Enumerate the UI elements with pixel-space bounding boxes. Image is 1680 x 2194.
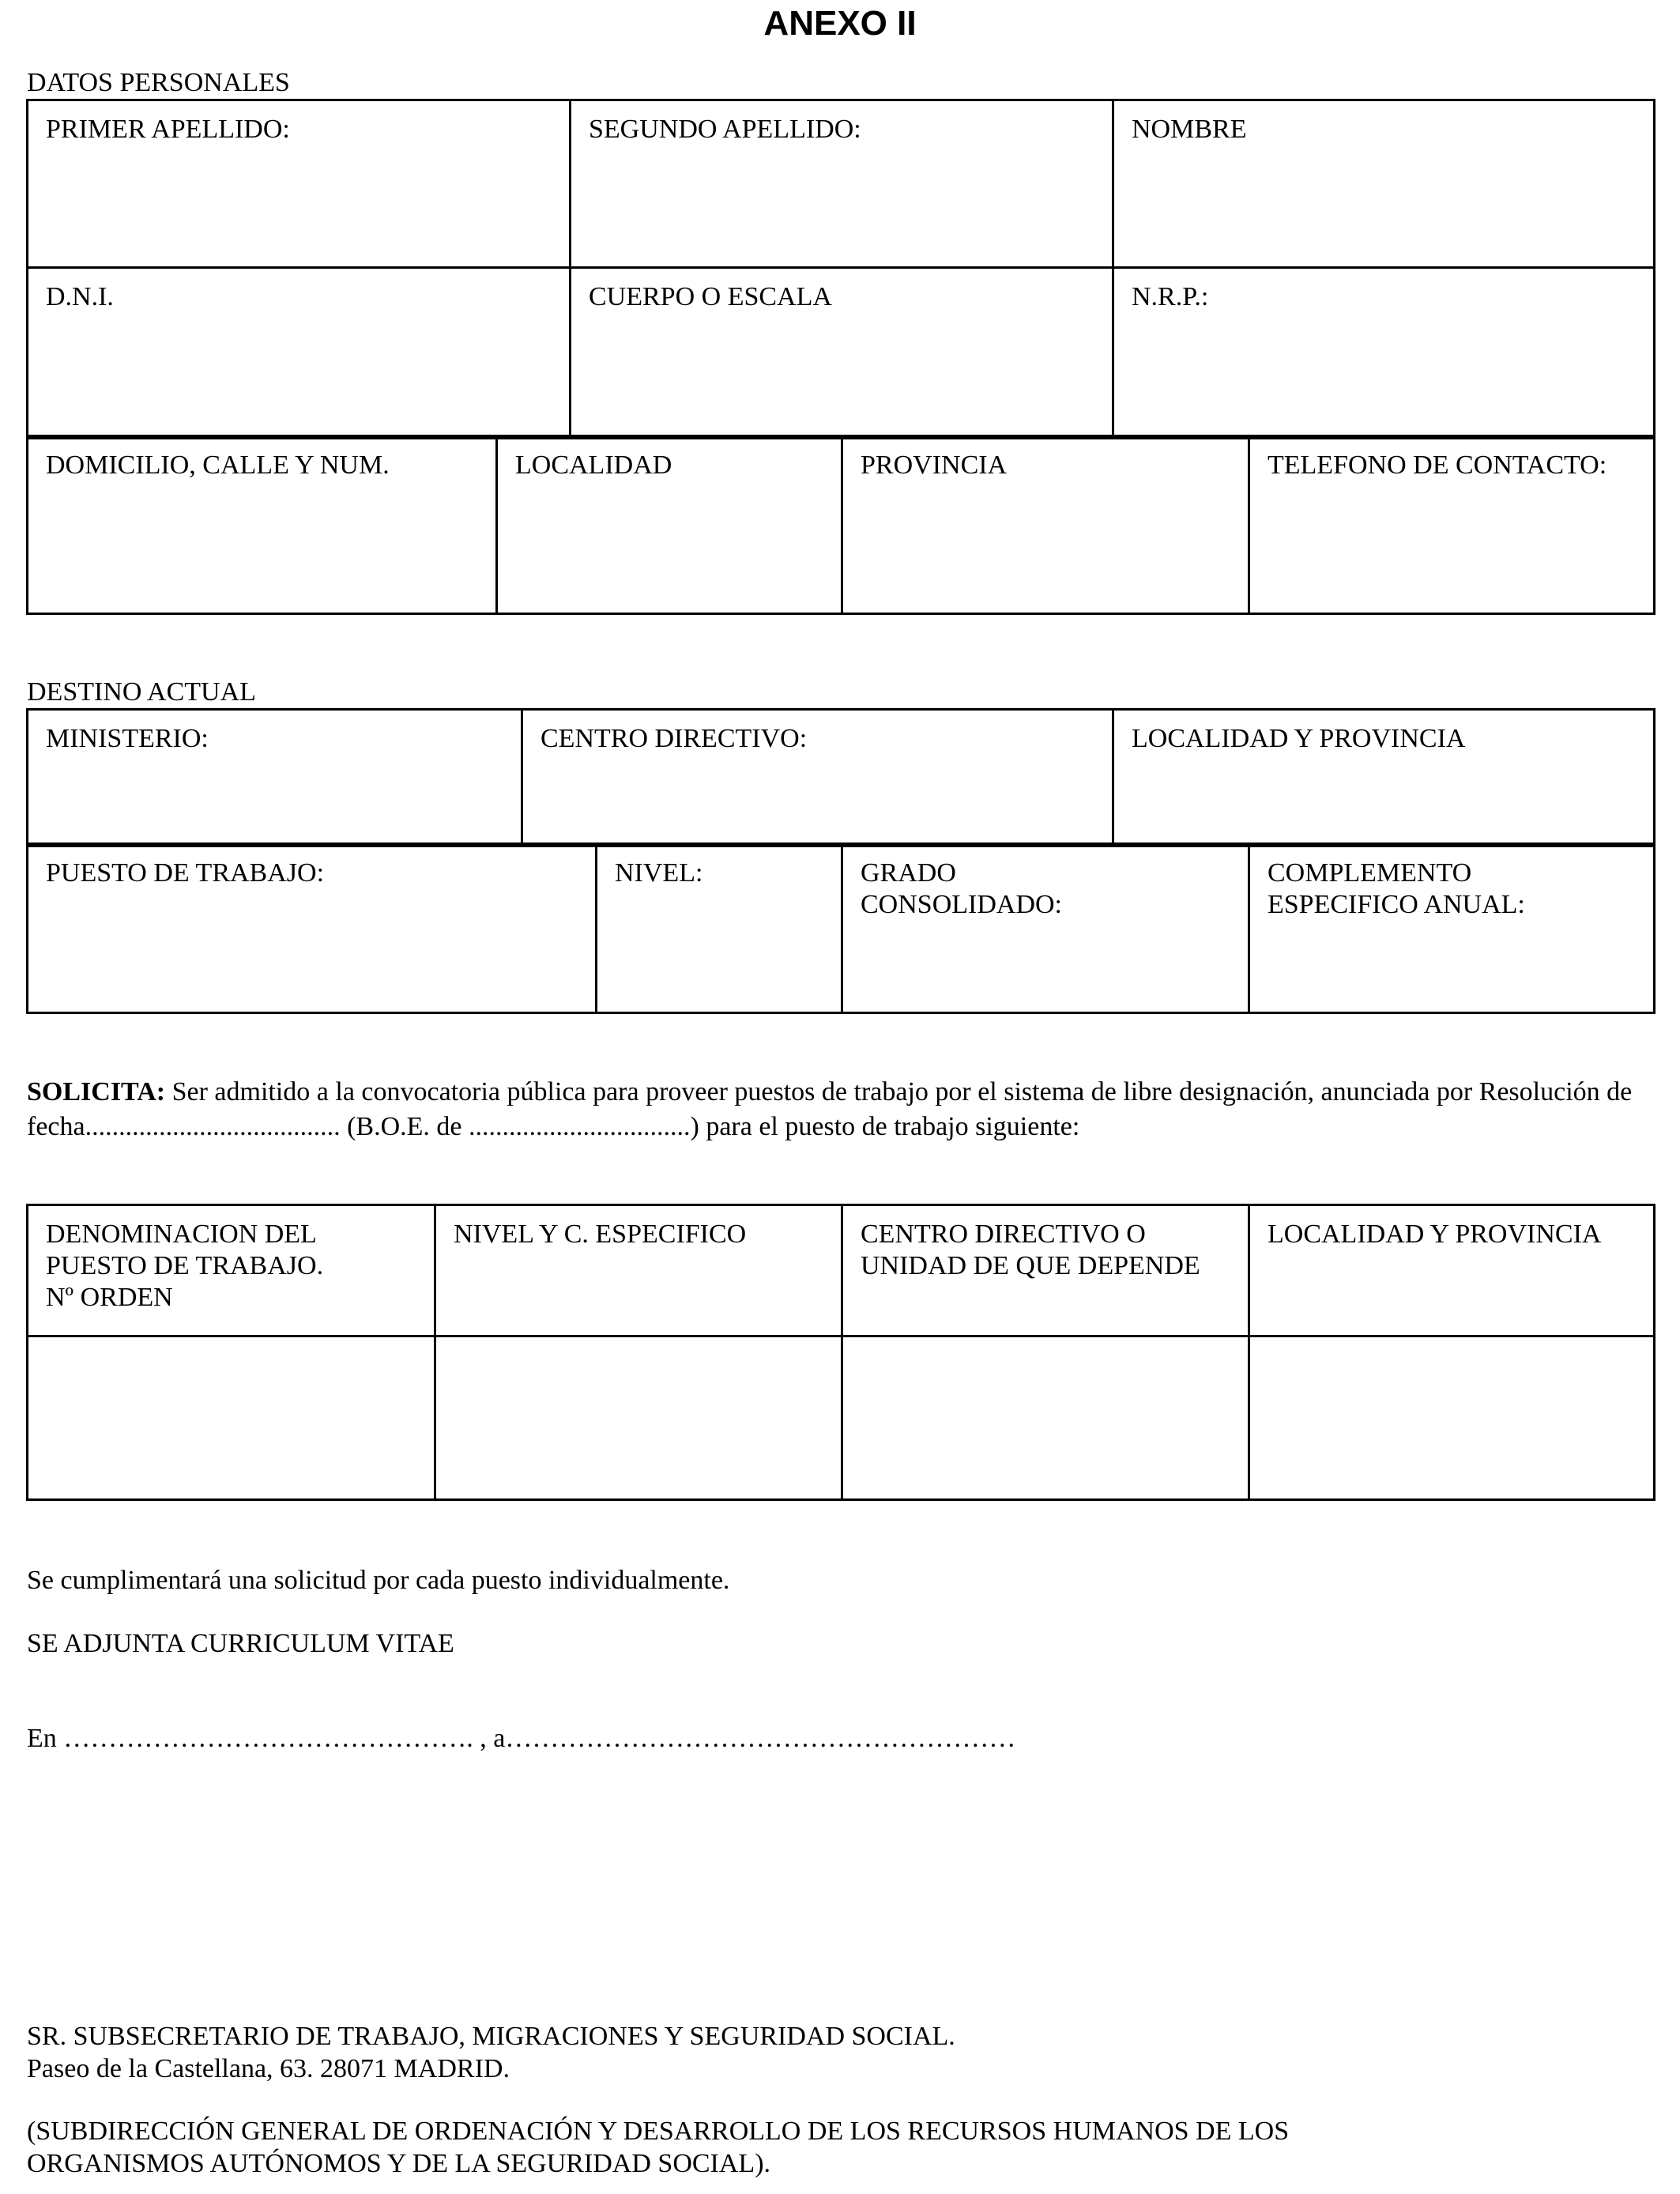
solicita-paragraph [27,1075,1663,1144]
grado-consolidado-field[interactable] [842,844,1249,1013]
nivel-especifico-input-cell[interactable] [435,1336,842,1500]
cuerpo-escala-field[interactable] [571,268,1113,439]
provincia-field[interactable] [842,436,1249,614]
field-label: COMPLEMENTO ESPECIFICO ANUAL: [1268,858,1525,919]
one-request-per-post-note: Se cumplimentará una solicitud por cada puesto individualmente. [27,1566,730,1595]
field-label: PRIMER APELLIDO: [46,115,290,144]
nrp-field[interactable] [1113,268,1655,439]
table-row [28,844,1655,1013]
field-label: PROVINCIA [861,450,1008,480]
complemento-especifico-field[interactable] [1249,844,1655,1013]
nivel-field[interactable] [597,844,842,1013]
dni-field[interactable] [28,268,571,439]
domicilio-field[interactable] [28,436,497,614]
puesto-trabajo-field[interactable] [28,844,597,1013]
table-row [28,268,1655,439]
centro-directivo-field[interactable] [522,710,1113,846]
nivel-especifico-header: NIVEL Y C. ESPECIFICO [435,1205,842,1336]
place-date-line[interactable]: En ………………………………………. , a………………………………………………… [27,1724,1016,1753]
localidad-field[interactable] [497,436,842,614]
denominacion-input-cell[interactable] [28,1336,435,1500]
puesto-solicitado-table [26,1204,1656,1501]
solicita-label: SOLICITA: [27,1077,166,1106]
ministerio-field[interactable] [28,710,522,846]
addressee-line-3: (SUBDIRECCIÓN GENERAL DE ORDENACIÓN Y DESARROLLO DE LOS RECURSOS HUMANOS DE LOS [27,2117,1290,2146]
table-row [28,100,1655,268]
section-heading-datos-personales: DATOS PERSONALES [27,68,290,97]
addressee-line-1: SR. SUBSECRETARIO DE TRABAJO, MIGRACIONES Y SEGURIDAD SOCIAL. [27,2022,955,2051]
field-label: GRADO CONSOLIDADO: [861,858,1062,919]
field-label: LOCALIDAD [515,450,672,480]
field-label: NOMBRE [1132,115,1247,144]
field-label: DOMICILIO, CALLE Y NUM. [46,450,390,480]
solicita-text: Ser admitido a la convocatoria pública para proveer puestos de trabajo por el sistema de libre designación, anunciada por Resolución de fecha...................................... (B.O.E. de .................................) para el puesto de trabajo siguiente: [27,1077,1633,1141]
table-row [28,710,1655,846]
page-title: ANEXO II [763,4,917,43]
field-label: N.R.P.: [1132,282,1209,311]
localidad-provincia-header: LOCALIDAD Y PROVINCIA [1249,1205,1655,1336]
section-heading-destino-actual: DESTINO ACTUAL [27,677,256,707]
table-row [28,1336,1655,1500]
field-label: MINISTERIO: [46,724,209,753]
destino-table-b [26,843,1656,1014]
personal-data-table-b [26,435,1656,615]
field-label: SEGUNDO APELLIDO: [589,115,861,144]
segundo-apellido-field[interactable] [571,100,1113,268]
primer-apellido-field[interactable] [28,100,571,268]
field-label: NIVEL: [615,858,703,888]
centro-directivo-input-cell[interactable] [842,1336,1249,1500]
addressee-line-4: ORGANISMOS AUTÓNOMOS Y DE LA SEGURIDAD SOCIAL). [27,2149,771,2178]
field-label: PUESTO DE TRABAJO: [46,858,325,888]
telefono-field[interactable] [1249,436,1655,614]
addressee-line-2: Paseo de la Castellana, 63. 28071 MADRID. [27,2054,510,2083]
table-row [28,1205,1655,1336]
centro-directivo-header: CENTRO DIRECTIVO O UNIDAD DE QUE DEPENDE [842,1205,1249,1336]
field-label: CENTRO DIRECTIVO: [541,724,808,753]
denominacion-header: DENOMINACION DEL PUESTO DE TRABAJO. Nº ORDEN [28,1205,435,1336]
field-label: LOCALIDAD Y PROVINCIA [1132,724,1466,753]
localidad-provincia-input-cell[interactable] [1249,1336,1655,1500]
curriculum-note: SE ADJUNTA CURRICULUM VITAE [27,1629,454,1658]
field-label: TELEFONO DE CONTACTO: [1268,450,1607,480]
table-row [28,436,1655,614]
field-label: CUERPO O ESCALA [589,282,832,311]
localidad-provincia-field[interactable] [1113,710,1655,846]
destino-table-a [26,708,1656,847]
field-label: D.N.I. [46,282,114,311]
nombre-field[interactable] [1113,100,1655,268]
personal-data-table-a [26,99,1656,439]
